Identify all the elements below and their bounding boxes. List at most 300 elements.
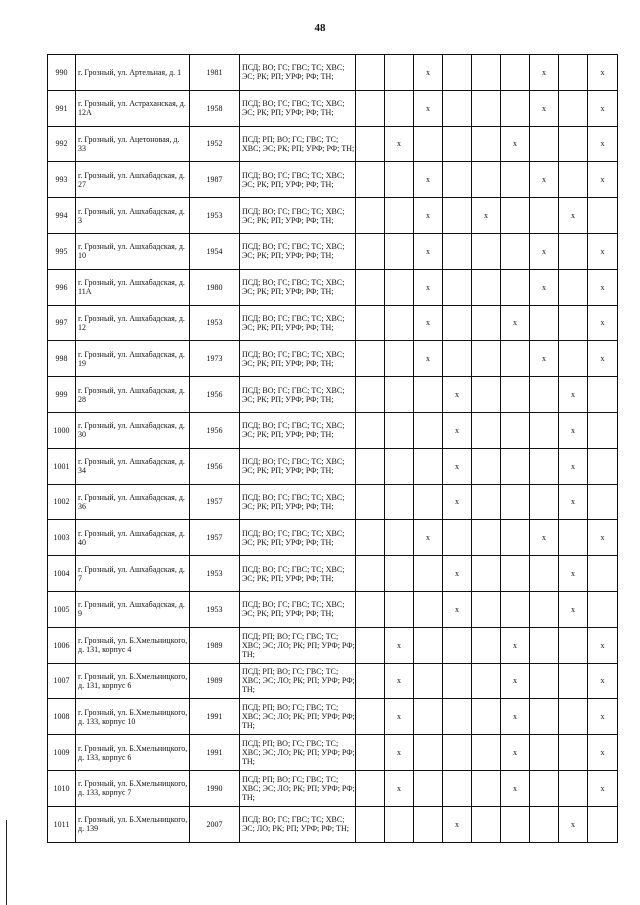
mark-cell (443, 126, 472, 162)
mark-cell: x (588, 55, 618, 91)
services-cell: ПСД; РП; ВО; ГС; ГВС; ТС; ХВС; ЭС; РК; РП; УРФ; РФ; ТН; (240, 126, 356, 162)
mark-cell (559, 699, 588, 735)
mark-cell: x (501, 305, 530, 341)
mark-cell (472, 556, 501, 592)
mark-cell (414, 484, 443, 520)
table-row (48, 806, 618, 842)
mark-cell (501, 162, 530, 198)
year-cell: 1956 (190, 377, 240, 413)
services-cell: ПСД; РП; ВО; ГС; ГВС; ТС; ХВС; ЭС; ЛО; РК; РП; УРФ; РФ; ТН; (240, 735, 356, 771)
mark-cell (443, 233, 472, 269)
address-cell: г. Грозный, ул. Б.Хмельницкого, д. 133, корпус 7 (76, 770, 190, 806)
table-row (48, 448, 618, 484)
table-row (48, 735, 618, 771)
mark-cell (414, 806, 443, 842)
address-cell: г. Грозный, ул. Ашхабадская, д. 10 (76, 233, 190, 269)
table-row (48, 412, 618, 448)
page-number: 48 (314, 22, 326, 34)
mark-cell (472, 484, 501, 520)
mark-cell: x (443, 556, 472, 592)
register-table (47, 54, 618, 843)
year-cell: 1980 (190, 269, 240, 305)
mark-cell (501, 591, 530, 627)
mark-cell: x (443, 484, 472, 520)
mark-cell (472, 55, 501, 91)
services-cell: ПСД; ВО; ГС; ГВС; ТС; ХВС; ЭС; РК; РП; УРФ; РФ; ТН; (240, 412, 356, 448)
table-row (48, 520, 618, 556)
mark-cell (588, 198, 618, 234)
address-cell: г. Грозный, ул. Ашхабадская, д. 36 (76, 484, 190, 520)
mark-cell (356, 233, 385, 269)
mark-cell (414, 591, 443, 627)
mark-cell (472, 699, 501, 735)
mark-cell: x (414, 55, 443, 91)
mark-cell (356, 591, 385, 627)
mark-cell (356, 663, 385, 699)
mark-cell: x (414, 269, 443, 305)
mark-cell: x (559, 484, 588, 520)
address-cell: г. Грозный, ул. Ашхабадская, д. 28 (76, 377, 190, 413)
mark-cell (472, 162, 501, 198)
mark-cell (443, 735, 472, 771)
mark-cell: x (588, 341, 618, 377)
mark-cell: x (559, 591, 588, 627)
mark-cell (356, 484, 385, 520)
row-number-cell: 1010 (48, 770, 76, 806)
services-cell: ПСД; РП; ВО; ГС; ГВС; ТС; ХВС; ЭС; ЛО; РК; РП; УРФ; РФ; ТН; (240, 663, 356, 699)
mark-cell (501, 341, 530, 377)
mark-cell (559, 341, 588, 377)
mark-cell: x (443, 591, 472, 627)
mark-cell (472, 377, 501, 413)
mark-cell (588, 448, 618, 484)
mark-cell: x (385, 663, 414, 699)
mark-cell: x (385, 627, 414, 663)
mark-cell: x (588, 162, 618, 198)
row-number-cell: 1004 (48, 556, 76, 592)
mark-cell (559, 269, 588, 305)
mark-cell (356, 556, 385, 592)
mark-cell (530, 305, 559, 341)
year-cell: 1953 (190, 591, 240, 627)
services-cell: ПСД; ВО; ГС; ГВС; ТС; ХВС; ЭС; РК; РП; УРФ; РФ; ТН; (240, 341, 356, 377)
mark-cell (356, 770, 385, 806)
mark-cell (385, 269, 414, 305)
year-cell: 1973 (190, 341, 240, 377)
mark-cell: x (588, 233, 618, 269)
services-cell: ПСД; ВО; ГС; ГВС; ТС; ХВС; ЭС; РК; РП; УРФ; РФ; ТН; (240, 269, 356, 305)
mark-cell (443, 269, 472, 305)
mark-cell (414, 699, 443, 735)
row-number-cell: 1011 (48, 806, 76, 842)
mark-cell (501, 556, 530, 592)
services-cell: ПСД; ВО; ГС; ГВС; ТС; ХВС; ЭС; РК; РП; УРФ; РФ; ТН; (240, 305, 356, 341)
row-number-cell: 991 (48, 90, 76, 126)
table-row (48, 484, 618, 520)
mark-cell (472, 591, 501, 627)
mark-cell (559, 55, 588, 91)
services-cell: ПСД; ВО; ГС; ГВС; ТС; ХВС; ЭС; РК; РП; УРФ; РФ; ТН; (240, 377, 356, 413)
year-cell: 1952 (190, 126, 240, 162)
mark-cell (356, 341, 385, 377)
mark-cell: x (501, 735, 530, 771)
mark-cell (356, 735, 385, 771)
row-number-cell: 1000 (48, 412, 76, 448)
row-number-cell: 999 (48, 377, 76, 413)
mark-cell (414, 735, 443, 771)
mark-cell: x (530, 341, 559, 377)
year-cell: 1956 (190, 448, 240, 484)
mark-cell (559, 520, 588, 556)
row-number-cell: 1008 (48, 699, 76, 735)
mark-cell (443, 770, 472, 806)
table-row (48, 377, 618, 413)
year-cell: 1954 (190, 233, 240, 269)
mark-cell: x (530, 55, 559, 91)
services-cell: ПСД; ВО; ГС; ГВС; ТС; ХВС; ЭС; РК; РП; УРФ; РФ; ТН; (240, 233, 356, 269)
mark-cell (472, 735, 501, 771)
mark-cell (559, 233, 588, 269)
mark-cell: x (530, 520, 559, 556)
address-cell: г. Грозный, ул. Ашхабадская, д. 40 (76, 520, 190, 556)
year-cell: 1991 (190, 735, 240, 771)
mark-cell (501, 806, 530, 842)
mark-cell (472, 806, 501, 842)
mark-cell: x (559, 377, 588, 413)
row-number-cell: 1005 (48, 591, 76, 627)
year-cell: 2007 (190, 806, 240, 842)
mark-cell (385, 162, 414, 198)
mark-cell: x (588, 663, 618, 699)
mark-cell (559, 305, 588, 341)
mark-cell (356, 806, 385, 842)
mark-cell (530, 412, 559, 448)
mark-cell: x (559, 556, 588, 592)
services-cell: ПСД; ВО; ГС; ГВС; ТС; ХВС; ЭС; РК; РП; УРФ; РФ; ТН; (240, 55, 356, 91)
mark-cell (588, 806, 618, 842)
mark-cell (530, 484, 559, 520)
mark-cell (501, 484, 530, 520)
mark-cell (472, 448, 501, 484)
mark-cell (356, 162, 385, 198)
mark-cell (356, 198, 385, 234)
mark-cell (530, 627, 559, 663)
mark-cell (356, 520, 385, 556)
mark-cell (530, 126, 559, 162)
table-row (48, 162, 618, 198)
table-row (48, 126, 618, 162)
mark-cell (501, 233, 530, 269)
mark-cell (356, 412, 385, 448)
mark-cell (472, 627, 501, 663)
services-cell: ПСД; ВО; ГС; ГВС; ТС; ХВС; ЭС; РК; РП; УРФ; РФ; ТН; (240, 162, 356, 198)
table-row (48, 591, 618, 627)
mark-cell (443, 90, 472, 126)
table-row (48, 198, 618, 234)
address-cell: г. Грозный, ул. Б.Хмельницкого, д. 139 (76, 806, 190, 842)
mark-cell (414, 556, 443, 592)
address-cell: г. Грозный, ул. Ашхабадская, д. 7 (76, 556, 190, 592)
address-cell: г. Грозный, ул. Ашхабадская, д. 9 (76, 591, 190, 627)
services-cell: ПСД; ВО; ГС; ГВС; ТС; ХВС; ЭС; РК; РП; УРФ; РФ; ТН; (240, 520, 356, 556)
year-cell: 1991 (190, 699, 240, 735)
mark-cell (414, 770, 443, 806)
mark-cell: x (385, 770, 414, 806)
mark-cell (501, 412, 530, 448)
address-cell: г. Грозный, ул. Ашхабадская, д. 3 (76, 198, 190, 234)
services-cell: ПСД; ВО; ГС; ГВС; ТС; ХВС; ЭС; РК; РП; УРФ; РФ; ТН; (240, 484, 356, 520)
mark-cell (530, 377, 559, 413)
mark-cell (588, 412, 618, 448)
mark-cell: x (559, 198, 588, 234)
mark-cell (443, 520, 472, 556)
mark-cell (501, 90, 530, 126)
mark-cell (559, 663, 588, 699)
mark-cell: x (385, 126, 414, 162)
mark-cell (559, 735, 588, 771)
table-row (48, 699, 618, 735)
table-row (48, 627, 618, 663)
mark-cell (530, 198, 559, 234)
mark-cell: x (472, 198, 501, 234)
services-cell: ПСД; ВО; ГС; ГВС; ТС; ХВС; ЭС; РК; РП; УРФ; РФ; ТН; (240, 591, 356, 627)
services-cell: ПСД; ВО; ГС; ГВС; ТС; ХВС; ЭС; РК; РП; УРФ; РФ; ТН; (240, 448, 356, 484)
mark-cell: x (588, 126, 618, 162)
services-cell: ПСД; РП; ВО; ГС; ГВС; ТС; ХВС; ЭС; ЛО; РК; РП; УРФ; РФ; ТН; (240, 627, 356, 663)
mark-cell (472, 126, 501, 162)
mark-cell (559, 126, 588, 162)
mark-cell: x (588, 735, 618, 771)
row-number-cell: 993 (48, 162, 76, 198)
mark-cell (443, 627, 472, 663)
table-row (48, 55, 618, 91)
row-number-cell: 1006 (48, 627, 76, 663)
mark-cell: x (443, 412, 472, 448)
mark-cell (443, 663, 472, 699)
address-cell: г. Грозный, ул. Б.Хмельницкого, д. 131, корпус 4 (76, 627, 190, 663)
address-cell: г. Грозный, ул. Б.Хмельницкого, д. 133, корпус 6 (76, 735, 190, 771)
address-cell: г. Грозный, ул. Ацетоновая, д. 33 (76, 126, 190, 162)
mark-cell (356, 55, 385, 91)
year-cell: 1990 (190, 770, 240, 806)
mark-cell: x (501, 770, 530, 806)
year-cell: 1957 (190, 484, 240, 520)
year-cell: 1958 (190, 90, 240, 126)
address-cell: г. Грозный, ул. Артельная, д. 1 (76, 55, 190, 91)
mark-cell (385, 520, 414, 556)
mark-cell (501, 448, 530, 484)
table-row (48, 305, 618, 341)
mark-cell (530, 448, 559, 484)
year-cell: 1981 (190, 55, 240, 91)
mark-cell (414, 377, 443, 413)
row-number-cell: 992 (48, 126, 76, 162)
mark-cell (472, 233, 501, 269)
row-number-cell: 990 (48, 55, 76, 91)
mark-cell (501, 269, 530, 305)
year-cell: 1989 (190, 627, 240, 663)
row-number-cell: 1002 (48, 484, 76, 520)
mark-cell (414, 627, 443, 663)
table-row (48, 770, 618, 806)
mark-cell: x (443, 377, 472, 413)
mark-cell: x (414, 305, 443, 341)
mark-cell (385, 198, 414, 234)
mark-cell (356, 627, 385, 663)
mark-cell (559, 162, 588, 198)
services-cell: ПСД; ВО; ГС; ГВС; ТС; ХВС; ЭС; ЛО; РК; РП; УРФ; РФ; ТН; (240, 806, 356, 842)
services-cell: ПСД; РП; ВО; ГС; ГВС; ТС; ХВС; ЭС; ЛО; РК; РП; УРФ; РФ; ТН; (240, 770, 356, 806)
table-row (48, 341, 618, 377)
mark-cell: x (385, 699, 414, 735)
mark-cell: x (385, 735, 414, 771)
row-number-cell: 1001 (48, 448, 76, 484)
mark-cell (385, 806, 414, 842)
mark-cell (588, 377, 618, 413)
mark-cell (559, 627, 588, 663)
address-cell: г. Грозный, ул. Ашхабадская, д. 30 (76, 412, 190, 448)
mark-cell (472, 90, 501, 126)
mark-cell: x (530, 233, 559, 269)
mark-cell: x (414, 162, 443, 198)
row-number-cell: 994 (48, 198, 76, 234)
mark-cell: x (501, 663, 530, 699)
mark-cell (472, 305, 501, 341)
mark-cell: x (588, 269, 618, 305)
year-cell: 1956 (190, 412, 240, 448)
mark-cell (559, 770, 588, 806)
mark-cell (356, 699, 385, 735)
mark-cell: x (588, 90, 618, 126)
mark-cell (443, 198, 472, 234)
mark-cell (472, 412, 501, 448)
mark-cell (443, 162, 472, 198)
mark-cell (385, 412, 414, 448)
mark-cell (530, 699, 559, 735)
mark-cell: x (530, 90, 559, 126)
mark-cell: x (414, 233, 443, 269)
row-number-cell: 1003 (48, 520, 76, 556)
mark-cell: x (414, 90, 443, 126)
mark-cell: x (588, 699, 618, 735)
services-cell: ПСД; ВО; ГС; ГВС; ТС; ХВС; ЭС; РК; РП; УРФ; РФ; ТН; (240, 90, 356, 126)
mark-cell: x (443, 448, 472, 484)
mark-cell (414, 126, 443, 162)
mark-cell (501, 520, 530, 556)
year-cell: 1987 (190, 162, 240, 198)
mark-cell (588, 591, 618, 627)
mark-cell (530, 591, 559, 627)
address-cell: г. Грозный, ул. Ашхабадская, д. 12 (76, 305, 190, 341)
mark-cell (530, 663, 559, 699)
table-row (48, 233, 618, 269)
mark-cell: x (414, 198, 443, 234)
mark-cell (385, 341, 414, 377)
mark-cell (501, 377, 530, 413)
row-number-cell: 1009 (48, 735, 76, 771)
mark-cell (356, 377, 385, 413)
mark-cell (443, 341, 472, 377)
mark-cell (559, 90, 588, 126)
row-number-cell: 996 (48, 269, 76, 305)
year-cell: 1953 (190, 198, 240, 234)
row-number-cell: 1007 (48, 663, 76, 699)
mark-cell (472, 341, 501, 377)
register-table-body (48, 55, 618, 843)
row-number-cell: 995 (48, 233, 76, 269)
mark-cell (530, 556, 559, 592)
mark-cell (385, 377, 414, 413)
table-row (48, 556, 618, 592)
row-number-cell: 998 (48, 341, 76, 377)
mark-cell (385, 305, 414, 341)
mark-cell: x (414, 520, 443, 556)
mark-cell: x (501, 126, 530, 162)
mark-cell (443, 699, 472, 735)
year-cell: 1989 (190, 663, 240, 699)
mark-cell: x (559, 448, 588, 484)
mark-cell (385, 484, 414, 520)
year-cell: 1953 (190, 305, 240, 341)
mark-cell (588, 556, 618, 592)
mark-cell (385, 90, 414, 126)
mark-cell (356, 305, 385, 341)
mark-cell (385, 55, 414, 91)
mark-cell: x (501, 627, 530, 663)
mark-cell: x (588, 305, 618, 341)
mark-cell (501, 55, 530, 91)
mark-cell (414, 663, 443, 699)
address-cell: г. Грозный, ул. Ашхабадская, д. 27 (76, 162, 190, 198)
mark-cell: x (559, 412, 588, 448)
mark-cell (472, 269, 501, 305)
mark-cell: x (530, 162, 559, 198)
mark-cell (501, 198, 530, 234)
year-cell: 1953 (190, 556, 240, 592)
table-row (48, 663, 618, 699)
table-row (48, 90, 618, 126)
address-cell: г. Грозный, ул. Ашхабадская, д. 19 (76, 341, 190, 377)
mark-cell (414, 412, 443, 448)
table-row (48, 269, 618, 305)
mark-cell (472, 520, 501, 556)
mark-cell: x (414, 341, 443, 377)
scan-edge-line (6, 820, 7, 905)
mark-cell (443, 305, 472, 341)
mark-cell (356, 126, 385, 162)
services-cell: ПСД; ВО; ГС; ГВС; ТС; ХВС; ЭС; РК; РП; УРФ; РФ; ТН; (240, 556, 356, 592)
mark-cell (414, 448, 443, 484)
year-cell: 1957 (190, 520, 240, 556)
mark-cell (530, 806, 559, 842)
mark-cell: x (443, 806, 472, 842)
mark-cell: x (530, 269, 559, 305)
mark-cell (530, 735, 559, 771)
mark-cell: x (501, 699, 530, 735)
address-cell: г. Грозный, ул. Астраханская, д. 12А (76, 90, 190, 126)
mark-cell (385, 556, 414, 592)
services-cell: ПСД; ВО; ГС; ГВС; ТС; ХВС; ЭС; РК; РП; УРФ; РФ; ТН; (240, 198, 356, 234)
mark-cell (530, 770, 559, 806)
address-cell: г. Грозный, ул. Ашхабадская, д. 34 (76, 448, 190, 484)
services-cell: ПСД; РП; ВО; ГС; ГВС; ТС; ХВС; ЭС; ЛО; РК; РП; УРФ; РФ; ТН; (240, 699, 356, 735)
mark-cell (472, 663, 501, 699)
mark-cell (385, 233, 414, 269)
mark-cell (588, 484, 618, 520)
row-number-cell: 997 (48, 305, 76, 341)
mark-cell (385, 448, 414, 484)
mark-cell (472, 770, 501, 806)
